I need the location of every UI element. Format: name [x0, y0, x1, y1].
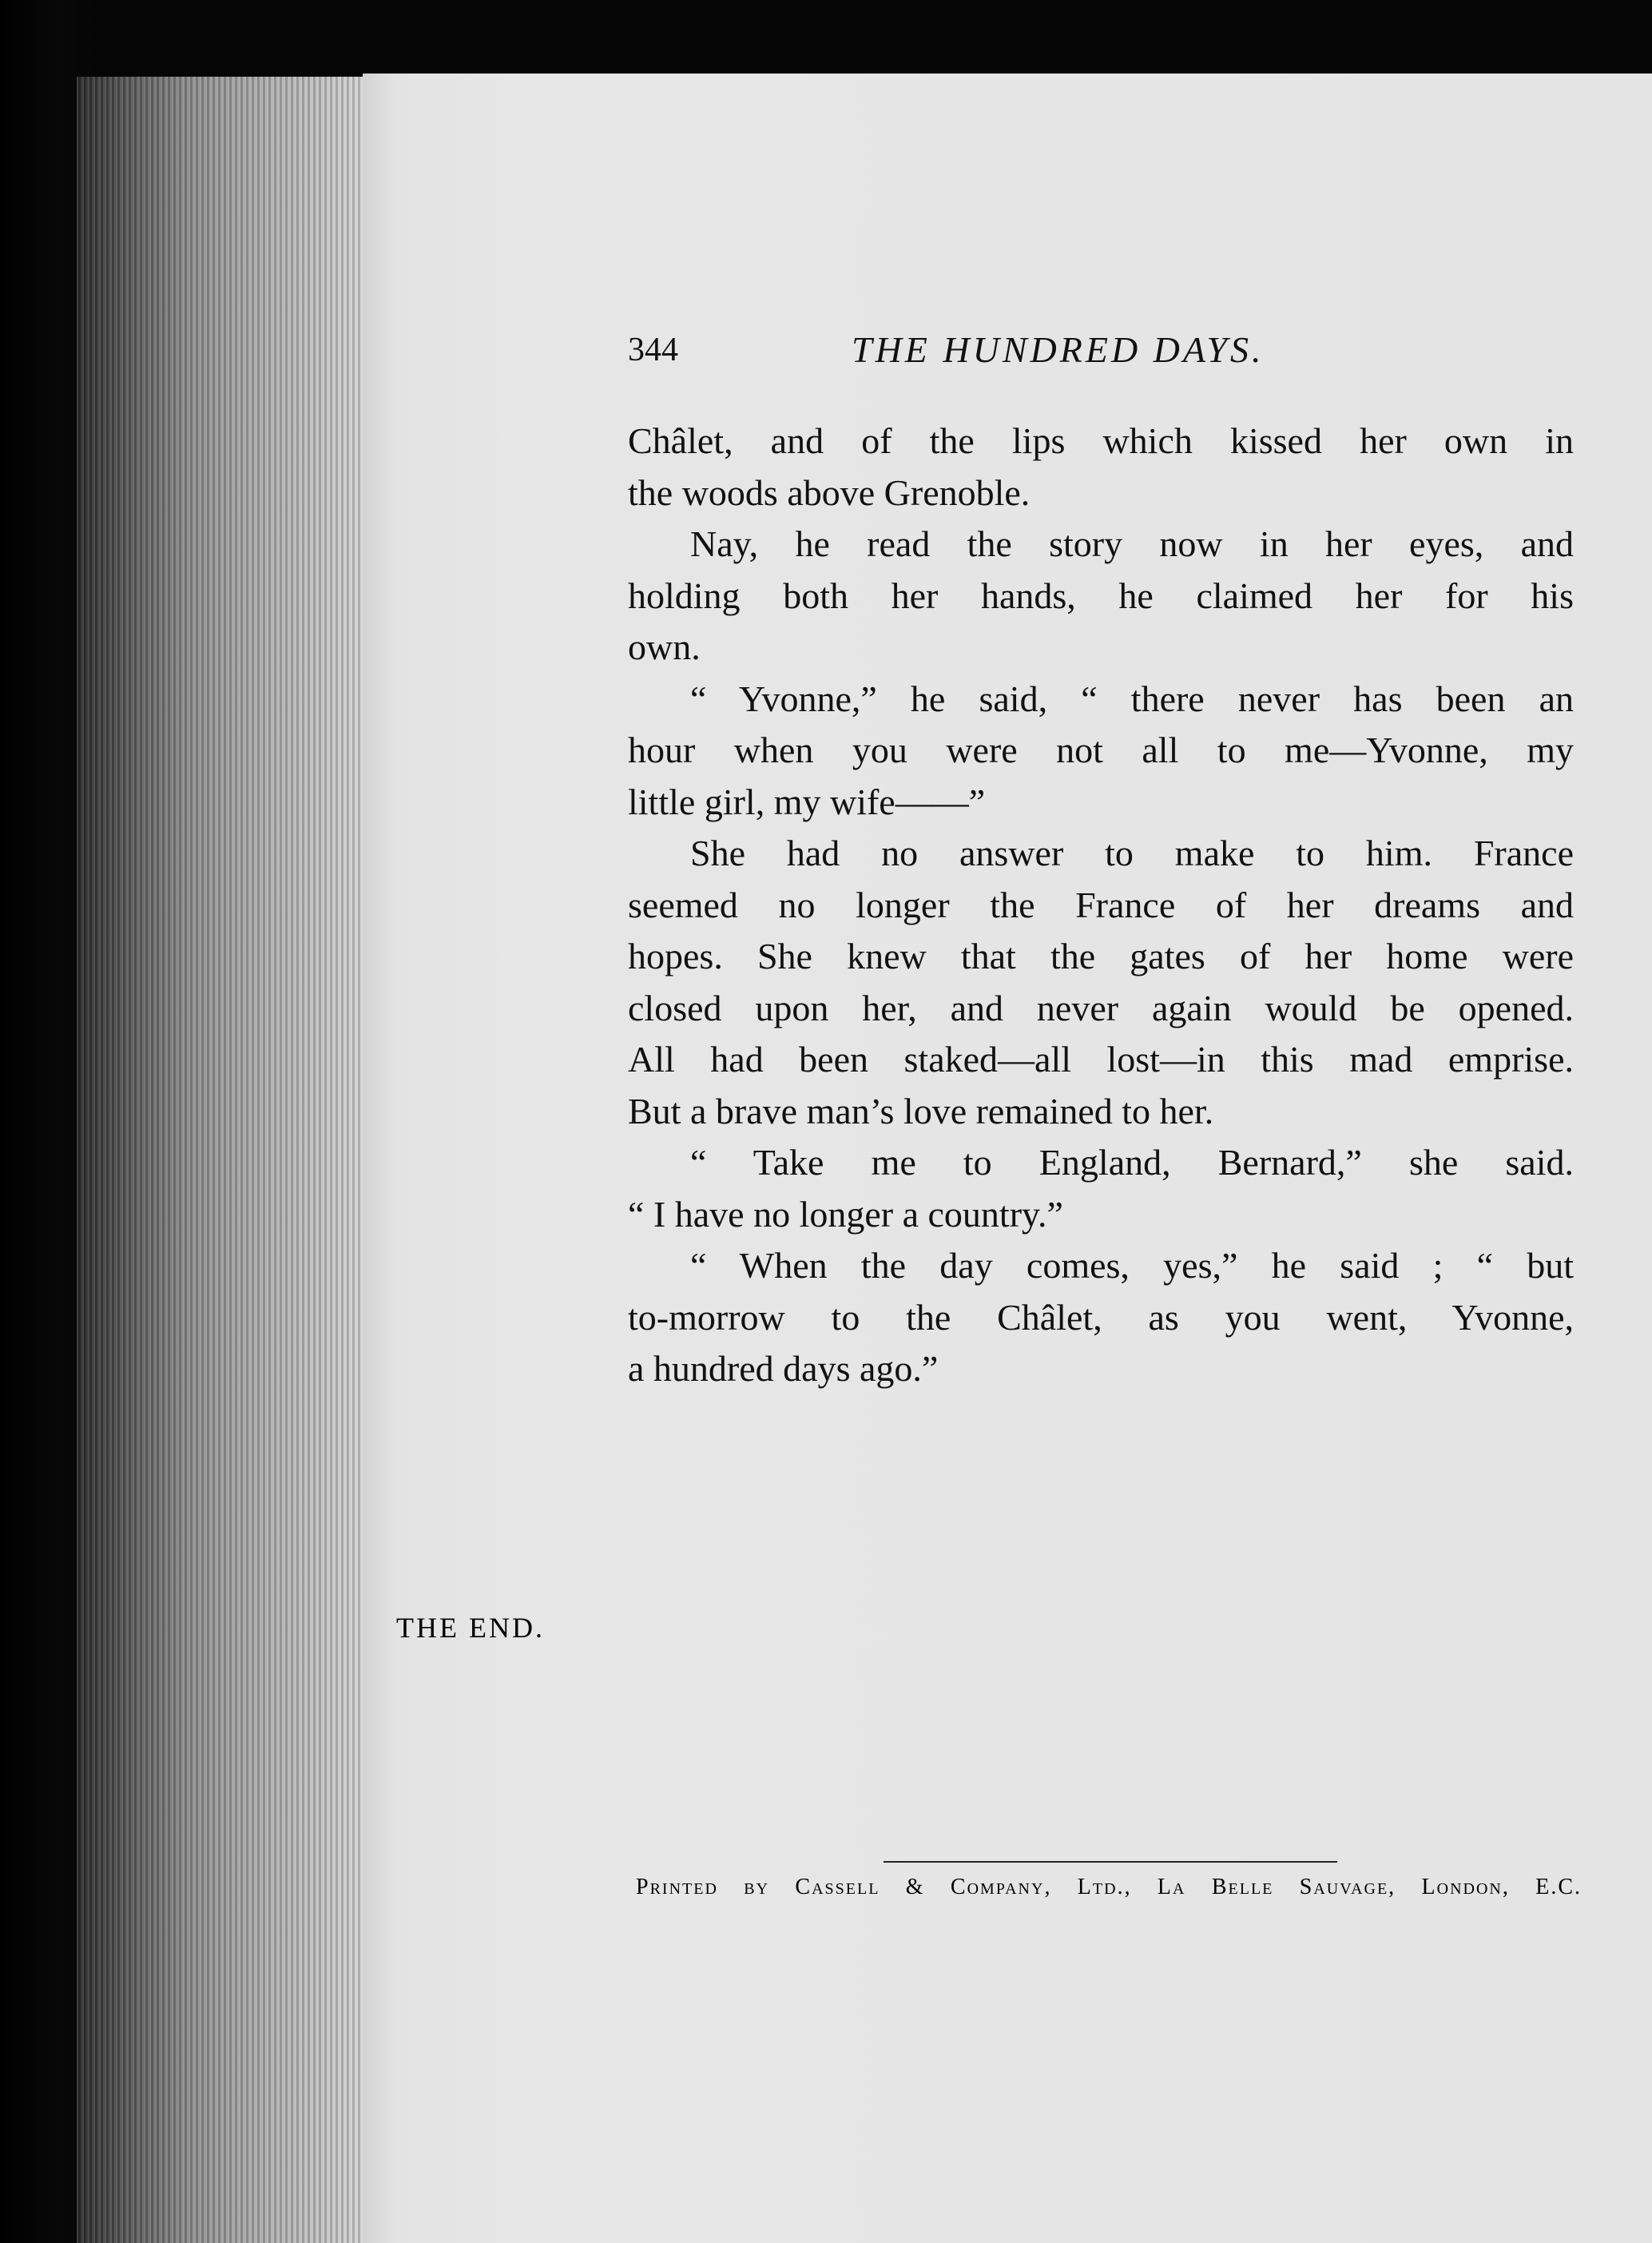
text-line: a hundred days ago.”	[628, 1348, 939, 1389]
text-line: the woods above Grenoble.	[628, 471, 1031, 513]
text-line: But a brave man’s love remained to her.	[628, 1090, 1214, 1131]
text-line: Nay, he read the story now in her eyes, and	[690, 523, 1574, 564]
text-line: Châlet, and of the lips which kissed her own in	[628, 420, 1574, 461]
text-line: “ I have no longer a country.”	[628, 1193, 1063, 1235]
text-line: “ Yvonne,” he said, “ there never has been an	[690, 678, 1574, 719]
text-line: closed upon her, and never again would be opened.	[628, 987, 1574, 1028]
body-text	[628, 416, 1574, 1395]
text-line: little girl, my wife——”	[628, 781, 986, 822]
page-number: 344	[628, 332, 678, 368]
printer-imprint: Printed by Cassell & Company, Ltd., La Belle Sauvage, London, E.C.	[636, 1875, 1582, 1899]
text-line: holding both her hands, he claimed her for his	[628, 575, 1574, 616]
text-line: seemed no longer the France of her dreams and	[628, 884, 1574, 925]
text-line: She had no answer to make to him. France	[690, 833, 1574, 873]
text-line: All had been staked—all lost—in this mad emprise.	[628, 1039, 1574, 1080]
running-head	[628, 326, 1574, 374]
text-line: hour when you were not all to me—Yvonne, my	[628, 730, 1574, 770]
text-line: to-morrow to the Châlet, as you went, Yvonne,	[628, 1296, 1574, 1338]
text-line: own.	[628, 626, 701, 667]
text-line: “ Take me to England, Bernard,” she said.	[690, 1142, 1574, 1183]
page-edge-texture	[77, 77, 363, 2243]
the-end-marker: THE END.	[396, 1612, 545, 1644]
text-line: hopes. She knew that the gates of her home were	[628, 936, 1574, 976]
imprint-rule	[884, 1861, 1337, 1863]
text-line: “ When the day comes, yes,” he said ; “ but	[690, 1245, 1574, 1286]
running-title: THE HUNDRED DAYS.	[852, 329, 1265, 370]
